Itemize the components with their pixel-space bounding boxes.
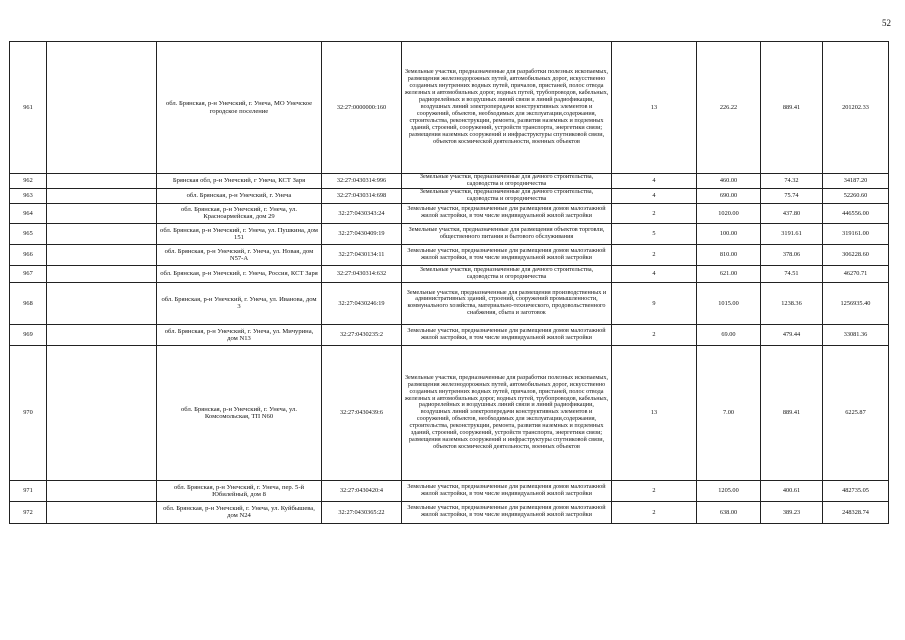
- table-row: [10, 324, 889, 345]
- row-cadastral-cost-cell: 1256935.40: [823, 282, 889, 324]
- row-address-cell: обл. Брянская, р-н Унечский, г. Унеча: [157, 189, 322, 204]
- row-number-cell: 972: [10, 501, 47, 523]
- row-cadastral-cost-cell: 319161.00: [823, 223, 889, 244]
- row-number-cell: 967: [10, 265, 47, 282]
- row-cadastral-number-cell: 32:27:0430409:19: [322, 223, 402, 244]
- row-blank-cell: [47, 174, 157, 189]
- row-category-cell: 9: [612, 282, 697, 324]
- row-cadastral-number-cell: 32:27:0430314:698: [322, 189, 402, 204]
- cadastral-value-table: [9, 41, 889, 524]
- row-address-cell: обл. Брянская, р-н Унечский, г. Унеча, ул. Иванова, дом 3: [157, 282, 322, 324]
- row-blank-cell: [47, 345, 157, 480]
- row-unit-price-cell: 74.32: [761, 174, 823, 189]
- table-row: [10, 501, 889, 523]
- row-land-use-cell: Земельные участки, предназначенные для разработки полезных ископаемых, размещения железнодорожных путей, автомобильных дорог, искусственно созданных внутренних водных путей, причалов, пристаней, полос отвода железных и автомобильных дорог, водных путей, трубопроводов, кабельных, радиорелейных и воздушных линий связи и линий радиофикации, воздушных линий электропередачи конструктивных элементов и сооружений, объектов, необходимых для эксплуатации,содержания, строительства, реконструкции, ремонта, развития наземных и подземных зданий, строений, сооружений, устройств транспорта, энергетики связи; размещения наземных сооружений и инфраструктуры спутниковой связи, объектов космической деятельности, военных объектов: [402, 42, 612, 174]
- row-cadastral-cost-cell: 248328.74: [823, 501, 889, 523]
- row-category-cell: 2: [612, 501, 697, 523]
- row-land-use-cell: Земельные участки, предназначенные для размещения домов малоэтажной жилой застройки, в том числе индивидуальной жилой застройки: [402, 480, 612, 501]
- row-unit-price-cell: 400.61: [761, 480, 823, 501]
- row-cadastral-cost-cell: 46270.71: [823, 265, 889, 282]
- row-cadastral-number-cell: 32:27:0430134:11: [322, 244, 402, 265]
- row-land-use-cell: Земельные участки, предназначенные для размещения объектов торговли, общественного питания и бытового обслуживания: [402, 223, 612, 244]
- row-area-cell: 1015.00: [697, 282, 761, 324]
- row-blank-cell: [47, 480, 157, 501]
- table-row: [10, 42, 889, 174]
- row-area-cell: 690.00: [697, 189, 761, 204]
- row-cadastral-cost-cell: 6225.87: [823, 345, 889, 480]
- row-land-use-cell: Земельные участки, предназначенные для размещения домов малоэтажной жилой застройки, в том числе индивидуальной жилой застройки: [402, 244, 612, 265]
- row-cadastral-number-cell: 32:27:0430314:996: [322, 174, 402, 189]
- row-land-use-cell: Земельные участки, предназначенные для дачного строительства, садоводства и огородничества: [402, 174, 612, 189]
- row-unit-price-cell: 437.80: [761, 203, 823, 223]
- row-number-cell: 961: [10, 42, 47, 174]
- row-number-cell: 964: [10, 203, 47, 223]
- row-blank-cell: [47, 265, 157, 282]
- row-blank-cell: [47, 189, 157, 204]
- table-row: [10, 223, 889, 244]
- table-row: [10, 265, 889, 282]
- row-cadastral-cost-cell: 201202.33: [823, 42, 889, 174]
- row-category-cell: 4: [612, 265, 697, 282]
- row-land-use-cell: Земельные участки, предназначенные для размещения домов малоэтажной жилой застройки, в том числе индивидуальной жилой застройки: [402, 324, 612, 345]
- row-category-cell: 13: [612, 345, 697, 480]
- row-land-use-cell: Земельные участки, предназначенные для дачного строительства, садоводства и огородничества: [402, 265, 612, 282]
- row-land-use-cell: Земельные участки, предназначенные для дачного строительства, садоводства и огородничества: [402, 189, 612, 204]
- row-cadastral-number-cell: 32:27:0430343:24: [322, 203, 402, 223]
- row-cadastral-number-cell: 32:27:0430365:22: [322, 501, 402, 523]
- row-cadastral-number-cell: 32:27:0000000:160: [322, 42, 402, 174]
- row-blank-cell: [47, 203, 157, 223]
- row-unit-price-cell: 389.23: [761, 501, 823, 523]
- row-cadastral-cost-cell: 446556.00: [823, 203, 889, 223]
- table-row: [10, 480, 889, 501]
- row-number-cell: 965: [10, 223, 47, 244]
- row-cadastral-number-cell: 32:27:0430246:19: [322, 282, 402, 324]
- row-cadastral-number-cell: 32:27:0430439:6: [322, 345, 402, 480]
- row-blank-cell: [47, 282, 157, 324]
- row-address-cell: обл. Брянская, р-н Унечский, г. Унеча, ул. Красноармейская, дом 29: [157, 203, 322, 223]
- row-number-cell: 968: [10, 282, 47, 324]
- row-number-cell: 966: [10, 244, 47, 265]
- table-row: [10, 244, 889, 265]
- row-cadastral-number-cell: 32:27:0430314:632: [322, 265, 402, 282]
- row-cadastral-cost-cell: 52260.60: [823, 189, 889, 204]
- row-cadastral-number-cell: 32:27:0430420:4: [322, 480, 402, 501]
- row-area-cell: 7.00: [697, 345, 761, 480]
- row-category-cell: 2: [612, 244, 697, 265]
- row-cadastral-number-cell: 32:27:0430235:2: [322, 324, 402, 345]
- row-unit-price-cell: 889.41: [761, 42, 823, 174]
- row-area-cell: 69.00: [697, 324, 761, 345]
- row-land-use-cell: Земельные участки, предназначенные для размещения производственных и административных зданий, строений, сооружений промышленности, коммунального хозяйства, материально-технического, продовольственного снабжения, сбыта и заготовок: [402, 282, 612, 324]
- row-area-cell: 1020.00: [697, 203, 761, 223]
- table-row: [10, 345, 889, 480]
- row-unit-price-cell: 75.74: [761, 189, 823, 204]
- row-number-cell: 962: [10, 174, 47, 189]
- row-blank-cell: [47, 501, 157, 523]
- row-address-cell: обл. Брянская, р-н Унечский, г. Унеча, ул. Куйбышева, дом N24: [157, 501, 322, 523]
- row-area-cell: 1205.00: [697, 480, 761, 501]
- row-cadastral-cost-cell: 34187.20: [823, 174, 889, 189]
- table-row: [10, 282, 889, 324]
- table-row: [10, 174, 889, 189]
- row-unit-price-cell: 3191.61: [761, 223, 823, 244]
- row-category-cell: 5: [612, 223, 697, 244]
- row-area-cell: 638.00: [697, 501, 761, 523]
- row-address-cell: обл. Брянская, р-н Унечский, г. Унеча, МО Унечское городское поселение: [157, 42, 322, 174]
- table-row: [10, 189, 889, 204]
- row-blank-cell: [47, 244, 157, 265]
- row-address-cell: обл. Брянская, р-н Унечский, г. Унеча, ул. Мичурина, дом N13: [157, 324, 322, 345]
- row-land-use-cell: Земельные участки, предназначенные для разработки полезных ископаемых, размещения железнодорожных путей, автомобильных дорог, искусственно созданных внутренних водных путей, причалов, пристаней, полос отвода железных и автомобильных дорог, водных путей, трубопроводов, кабельных, радиорелейных и воздушных линий связи и линий радиофикации, воздушных линий электропередачи конструктивных элементов и сооружений, объектов, необходимых для эксплуатации,содержания, строительства, реконструкции, ремонта, развития наземных и подземных зданий, строений, сооружений, устройств транспорта, энергетики связи; размещения наземных сооружений и инфраструктуры спутниковой связи, объектов космической деятельности, военных объектов: [402, 345, 612, 480]
- table-row: [10, 203, 889, 223]
- row-unit-price-cell: 74.51: [761, 265, 823, 282]
- row-number-cell: 971: [10, 480, 47, 501]
- row-area-cell: 226.22: [697, 42, 761, 174]
- row-category-cell: 2: [612, 324, 697, 345]
- row-cadastral-cost-cell: 33081.36: [823, 324, 889, 345]
- row-land-use-cell: Земельные участки, предназначенные для размещения домов малоэтажной жилой застройки, в том числе индивидуальной жилой застройки: [402, 203, 612, 223]
- row-area-cell: 100.00: [697, 223, 761, 244]
- row-address-cell: обл. Брянская, р-н Унечский, г. Унеча, пер. 5-й Юбилейный, дом 8: [157, 480, 322, 501]
- row-unit-price-cell: 479.44: [761, 324, 823, 345]
- row-category-cell: 4: [612, 174, 697, 189]
- row-blank-cell: [47, 223, 157, 244]
- row-blank-cell: [47, 42, 157, 174]
- row-unit-price-cell: 1238.36: [761, 282, 823, 324]
- row-category-cell: 2: [612, 480, 697, 501]
- row-number-cell: 970: [10, 345, 47, 480]
- row-area-cell: 810.00: [697, 244, 761, 265]
- page-number: 52: [882, 18, 891, 28]
- row-cadastral-cost-cell: 482735.05: [823, 480, 889, 501]
- row-area-cell: 460.00: [697, 174, 761, 189]
- row-address-cell: Брянская обл, р-н Унечский, г Унеча, КСТ Заря: [157, 174, 322, 189]
- row-unit-price-cell: 378.06: [761, 244, 823, 265]
- row-blank-cell: [47, 324, 157, 345]
- row-address-cell: обл. Брянская, р-н Унечский, г. Унеча, ул. Пушкина, дом 151: [157, 223, 322, 244]
- row-address-cell: обл. Брянская, р-н Унечский, г. Унеча, Россия, КСТ Заря: [157, 265, 322, 282]
- row-number-cell: 969: [10, 324, 47, 345]
- row-cadastral-cost-cell: 306228.60: [823, 244, 889, 265]
- row-unit-price-cell: 889.41: [761, 345, 823, 480]
- row-category-cell: 2: [612, 203, 697, 223]
- row-land-use-cell: Земельные участки, предназначенные для размещения домов малоэтажной жилой застройки, в том числе индивидуальной жилой застройки: [402, 501, 612, 523]
- row-category-cell: 13: [612, 42, 697, 174]
- row-address-cell: обл. Брянская, р-н Унечский, г. Унеча, ул. Комсомольская, ТП N60: [157, 345, 322, 480]
- row-address-cell: обл. Брянская, р-н Унечский, г. Унеча, ул. Новая, дом N57-А: [157, 244, 322, 265]
- row-category-cell: 4: [612, 189, 697, 204]
- row-number-cell: 963: [10, 189, 47, 204]
- row-area-cell: 621.00: [697, 265, 761, 282]
